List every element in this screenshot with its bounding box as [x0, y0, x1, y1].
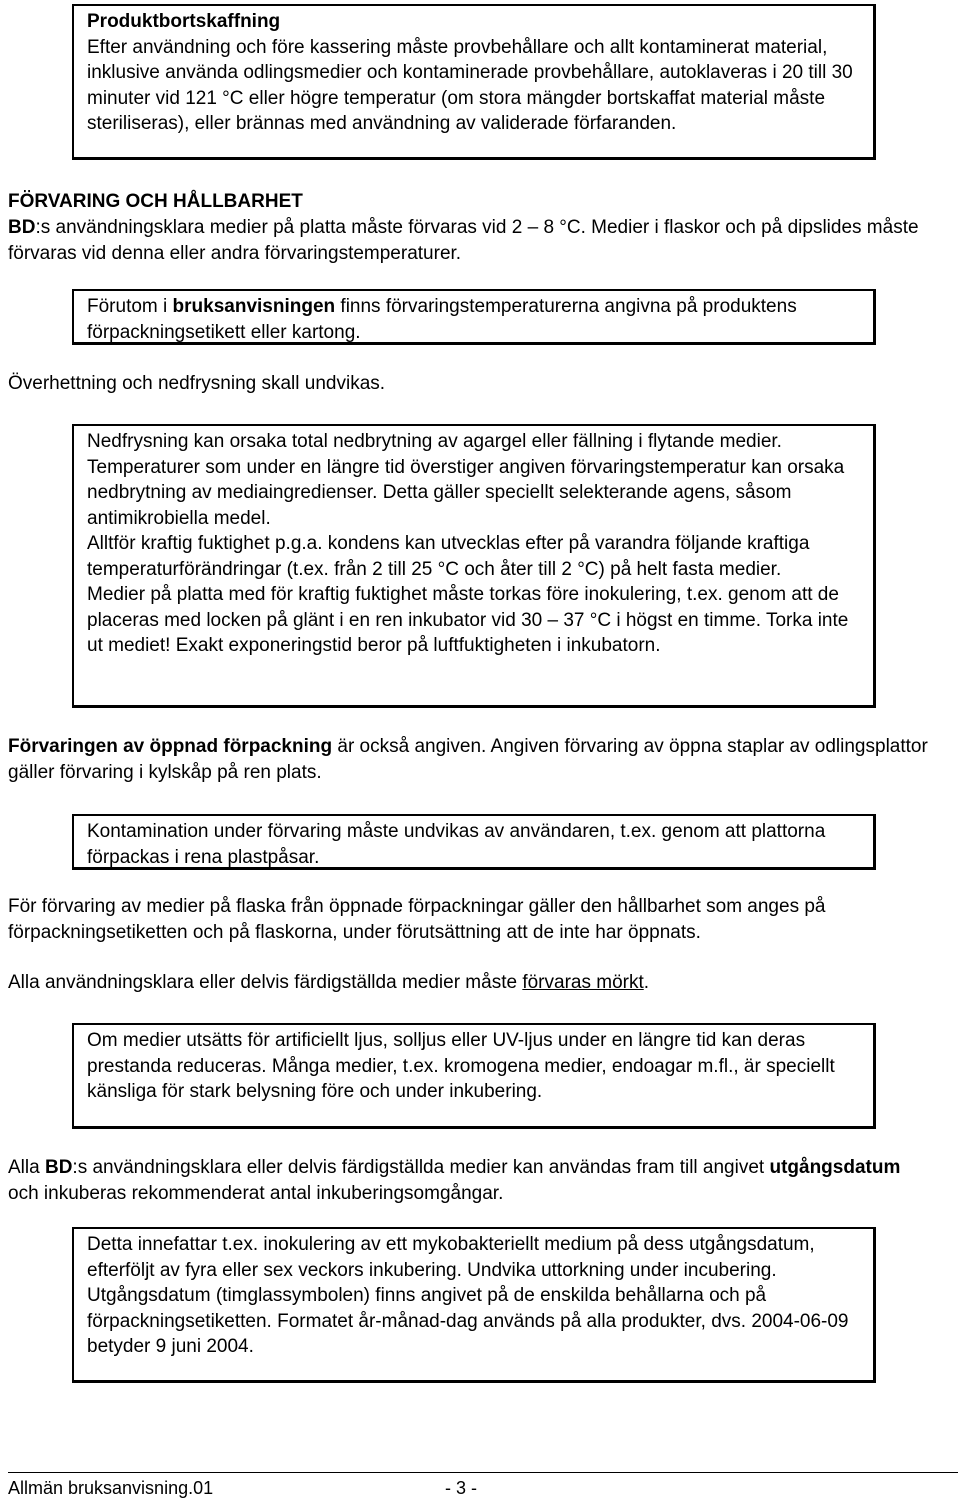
avoid-text: Överhettning och nedfrysning skall undvikas. — [8, 373, 386, 394]
box3-text: Kontamination under förvaring måste undvikas av användaren, t.ex. genom att plattorna förpackas i rena plastpåsar. — [87, 821, 826, 868]
box4-text: Om medier utsätts för artificiellt ljus, solljus eller UV-ljus under en längre tid kan deras prestanda reduceras. Många medier, t.ex. kromogena medier, endoagar m.fl., är speciellt känsliga för stark belysning före och under inkubering. — [87, 1030, 835, 1102]
box1-pre: Förutom i — [87, 296, 173, 317]
dark-pre: Alla användningsklara eller delvis färdigställda medier måste — [8, 972, 523, 993]
box2-p1: Nedfrysning kan orsaka total nedbrytning av agargel eller fällning i flytande medier. Temperaturer som under en längre tid överstiger angiven förvaringstemperatur kan orsaka nedbrytning av mediaingredienser. Detta gäller speciellt selekterande agens, såsom antimikrobiella medel. — [87, 431, 845, 529]
dark-underline: förvaras mörkt — [522, 972, 644, 993]
box5-p2: Utgångsdatum (timglassymbolen) finns angivet på de enskilda behållarna och på förpackningsetiketten. Formatet år-månad-dag används på alla produkter, dvs. 2004-06-09 betyder 9 juni 2004. — [87, 1285, 849, 1357]
expiry-mid: :s användningsklara eller delvis färdigställda medier kan användas fram till angivet — [72, 1157, 770, 1178]
freezing-humidity-box — [72, 424, 876, 708]
box5-p1: Detta innefattar t.ex. inokulering av ett mykobakteriellt medium på dess utgångsdatum, efterföljt av fyra eller sex veckors inkubering. Undvika uttorkning under incubering. — [87, 1234, 815, 1281]
expiry-details-box — [72, 1227, 876, 1383]
light-exposure-box — [72, 1023, 876, 1129]
box1-post: finns förvaringstemperaturerna angivna på produktens förpackningsetikett eller kartong. — [87, 296, 797, 343]
brand-bd: BD — [8, 217, 36, 238]
dark-post: . — [643, 972, 650, 993]
box2-p3: Medier på platta med för kraftig fuktighet måste torkas före inokulering, t.ex. genom att de placeras med locken på glänt i en ren inkubator vid 30 – 37 °C i högst en timme. Torka inte ut mediet! Exakt exponeringstid beror på luftfuktigheten i inkubatorn. — [87, 584, 849, 656]
storage-intro — [8, 215, 936, 266]
storage-intro-text: :s användningsklara medier på platta måste förvaras vid 2 – 8 °C. Medier i flaskor och på dipslides måste förvaras vid denna eller andra förvaringstemperaturer. — [8, 217, 919, 264]
footer-divider — [8, 1472, 958, 1473]
bottles-text: För förvaring av medier på flaska från öppnade förpackningar gäller den hållbarhet som anges på förpackningsetiketten och på flaskorna, under förutsättning att de inte har öppnats. — [8, 896, 826, 943]
expiry-pre: Alla — [8, 1157, 45, 1178]
dark-storage-text — [8, 970, 936, 996]
storage-heading: FÖRVARING OCH HÅLLBARHET — [8, 191, 303, 212]
disposal-title: Produktbortskaffning — [87, 11, 281, 32]
box1-bold: bruksanvisningen — [172, 296, 336, 317]
expiry-bd: BD — [44, 1157, 73, 1178]
opened-bold: Förvaringen av öppnad förpackning — [8, 736, 333, 757]
contamination-box — [72, 814, 876, 870]
page-number: - 3 - — [445, 1478, 478, 1498]
opened-rest: är också angiven. Angiven förvaring av öppna staplar av odlingsplattor gäller förvaring i kylskåp på ren plats. — [8, 736, 928, 783]
footer-title: Allmän bruksanvisning.01 — [8, 1478, 214, 1498]
disposal-box — [72, 4, 876, 160]
expiry-date-bold: utgångsdatum — [769, 1157, 901, 1178]
expiry-text — [8, 1155, 936, 1206]
storage-temperature-box — [72, 289, 876, 345]
disposal-text: Efter användning och före kassering måste provbehållare och allt kontaminerat material, inklusive använda odlingsmedier och kontaminerade provbehållare, autoklaveras i 20 till 30 minuter vid 121 °C eller högre temperatur (om stora mängder bortskaffat material måste steriliseras), eller brännas med användning av validerade förfaranden. — [87, 36, 853, 134]
opened-package-text — [8, 734, 936, 785]
box2-p2: Alltför kraftig fuktighet p.g.a. kondens kan utvecklas efter på varandra följande kraftiga temperaturförändringar (t.ex. från 2 till 25 °C och åter till 2 °C) på helt fasta medier. — [87, 533, 810, 580]
expiry-post: och inkuberas rekommenderat antal inkuberingsomgångar. — [8, 1182, 504, 1204]
